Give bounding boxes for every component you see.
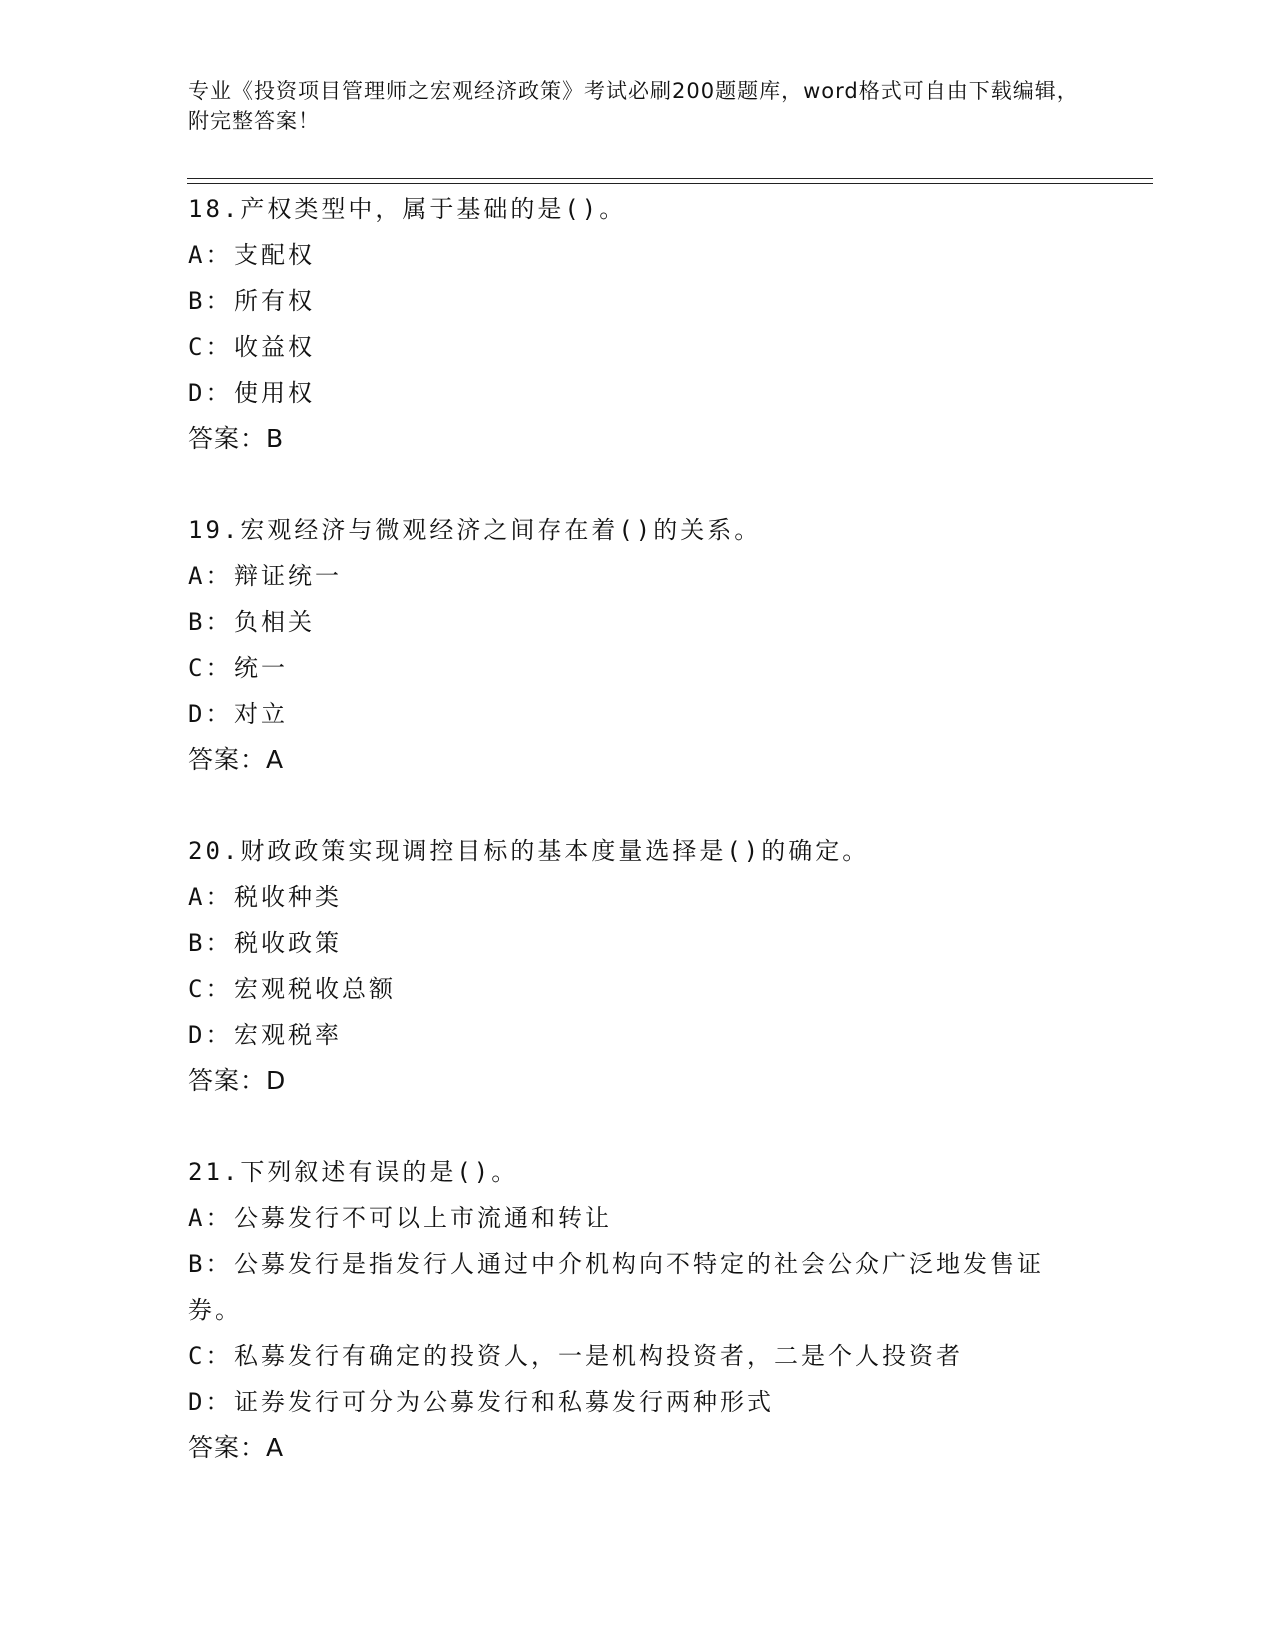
- question-stem: 18.产权类型中，属于基础的是()。: [188, 195, 627, 223]
- option-text: 支配权: [234, 241, 315, 269]
- option-b: [188, 1241, 1078, 1333]
- option-letter: C：: [188, 333, 233, 361]
- option-letter: B：: [188, 1250, 233, 1278]
- header-divider-top: [187, 178, 1153, 179]
- option-letter: C：: [188, 654, 233, 682]
- option-letter: A：: [188, 562, 233, 590]
- option-text: 宏观税率: [234, 1021, 342, 1049]
- option-c: [188, 966, 1088, 1012]
- option-letter: A：: [188, 1204, 233, 1232]
- option-d: [188, 370, 1088, 416]
- option-c: [188, 645, 1088, 691]
- option-text: 使用权: [234, 379, 315, 407]
- option-d: [188, 691, 1088, 737]
- option-letter: A：: [188, 883, 233, 911]
- question-19: [188, 507, 1088, 783]
- question-20: [188, 828, 1088, 1104]
- option-text: 辩证统一: [234, 562, 342, 590]
- option-text: 所有权: [234, 287, 315, 315]
- option-text: 负相关: [234, 608, 315, 636]
- option-text: 对立: [234, 700, 288, 728]
- option-d: [188, 1012, 1088, 1058]
- option-text: 统一: [234, 654, 288, 682]
- option-b: [188, 278, 1088, 324]
- option-text: 私募发行有确定的投资人，一是机构投资者，二是个人投资者: [234, 1342, 963, 1370]
- option-text: 公募发行不可以上市流通和转让: [234, 1204, 612, 1232]
- option-text: 税收种类: [234, 883, 342, 911]
- option-letter: D：: [188, 1021, 233, 1049]
- header-divider-bottom: [187, 183, 1153, 184]
- option-a: [188, 232, 1088, 278]
- option-letter: D：: [188, 379, 233, 407]
- answer: 答案：D: [188, 1066, 287, 1095]
- option-text: 证券发行可分为公募发行和私募发行两种形式: [234, 1388, 774, 1416]
- question-21: [188, 1149, 1088, 1471]
- option-d: [188, 1379, 1088, 1425]
- option-letter: B：: [188, 608, 233, 636]
- option-letter: B：: [188, 929, 233, 957]
- page-header: 专业《投资项目管理师之宏观经济政策》考试必刷200题题库，word格式可自由下载编辑，附完整答案！: [188, 79, 1079, 133]
- option-letter: D：: [188, 700, 233, 728]
- option-letter: C：: [188, 975, 233, 1003]
- question-stem: 19.宏观经济与微观经济之间存在着()的关系。: [188, 516, 762, 544]
- option-a: [188, 1195, 1088, 1241]
- option-b: [188, 920, 1088, 966]
- answer: 答案：A: [188, 1433, 285, 1462]
- option-c: [188, 1333, 1088, 1379]
- answer: 答案：B: [188, 424, 285, 453]
- option-text: 收益权: [234, 333, 315, 361]
- option-letter: C：: [188, 1342, 233, 1370]
- option-text: 税收政策: [234, 929, 342, 957]
- option-text: 公募发行是指发行人通过中介机构向不特定的社会公众广泛地发售证券。: [188, 1250, 1044, 1324]
- option-letter: B：: [188, 287, 233, 315]
- option-a: [188, 874, 1088, 920]
- option-letter: A：: [188, 241, 233, 269]
- option-a: [188, 553, 1088, 599]
- option-text: 宏观税收总额: [234, 975, 396, 1003]
- question-stem: 21.下列叙述有误的是()。: [188, 1158, 519, 1186]
- question-stem: 20.财政政策实现调控目标的基本度量选择是()的确定。: [188, 837, 870, 865]
- option-b: [188, 599, 1088, 645]
- answer: 答案：A: [188, 745, 285, 774]
- option-letter: D：: [188, 1388, 233, 1416]
- question-18: [188, 186, 1088, 462]
- option-c: [188, 324, 1088, 370]
